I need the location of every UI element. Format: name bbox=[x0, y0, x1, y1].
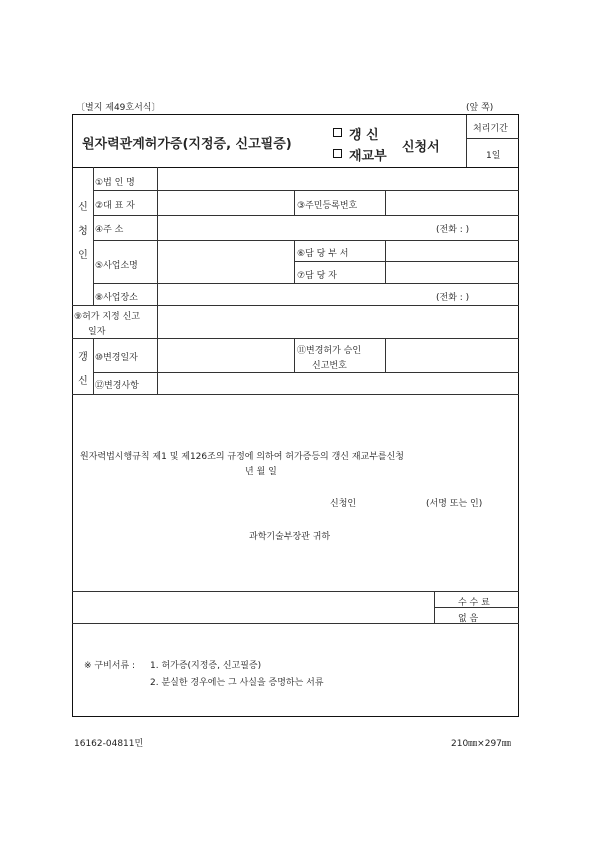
form-title-suffix: 신청서 bbox=[402, 140, 440, 155]
fee-value: 없 음 bbox=[458, 614, 479, 624]
resident-number-label: ③주민등록번호 bbox=[297, 201, 358, 211]
business-name-field[interactable] bbox=[158, 241, 293, 283]
page-side-label: (앞 쪽) bbox=[466, 103, 494, 113]
person-in-charge-field[interactable] bbox=[386, 262, 518, 283]
address-field[interactable] bbox=[158, 216, 428, 240]
paper-size: 210㎜×297㎜ bbox=[451, 739, 511, 749]
processing-period-label: 처리기간 bbox=[473, 124, 508, 134]
corp-name-label: ①법 인 명 bbox=[95, 178, 135, 188]
renewal-section-label: 갱 신 bbox=[78, 352, 88, 387]
declaration-date: 년 월 일 bbox=[245, 467, 277, 477]
fee-label: 수 수 료 bbox=[458, 598, 490, 608]
applicant-section-label: 신 청 인 bbox=[78, 202, 88, 261]
signature-or-seal-label: (서명 또는 인) bbox=[426, 499, 483, 509]
title-divider bbox=[466, 115, 467, 167]
form-number: 〔별지 제49호서식〕 bbox=[76, 103, 161, 113]
addressee: 과학기술부장관 귀하 bbox=[249, 532, 331, 542]
department-label: ⑥담 당 부 서 bbox=[297, 249, 349, 259]
form-title: 원자력관계허가증(지정증, 신고필증) bbox=[82, 137, 292, 152]
resident-number-field[interactable] bbox=[386, 191, 518, 215]
attachment-item-1: 1. 허가증(지정증, 신고필증) bbox=[150, 661, 262, 671]
person-in-charge-label: ⑦담 당 자 bbox=[297, 271, 337, 281]
permit-date-label-line2: 일자 bbox=[88, 327, 106, 337]
renewal-option-label: 갱 신 bbox=[349, 128, 379, 143]
applicant-label-divider bbox=[93, 167, 94, 305]
declaration-statement: 원자력법시행규칙 제1 및 제126조의 규정에 의하여 허가증등의 갱신 재교부를신청 bbox=[80, 452, 405, 462]
permit-date-field[interactable] bbox=[158, 306, 518, 338]
address-phone-label: (전화 : ) bbox=[436, 225, 470, 235]
change-number-field[interactable] bbox=[386, 339, 518, 371]
change-number-label-line2: 신고번호 bbox=[312, 361, 347, 371]
renewal-checkbox[interactable] bbox=[333, 128, 342, 137]
corp-name-field[interactable] bbox=[158, 168, 518, 189]
reissue-option-label: 재교부 bbox=[349, 149, 387, 164]
representative-label: ②대 표 자 bbox=[95, 201, 135, 211]
business-name-label: ⑤사업소명 bbox=[95, 261, 138, 271]
processing-divider bbox=[466, 138, 519, 139]
change-items-field[interactable] bbox=[158, 373, 518, 394]
applicant-signature-label: 신청인 bbox=[330, 499, 357, 509]
change-date-label: ⑩변경일자 bbox=[95, 353, 138, 363]
business-place-field[interactable] bbox=[158, 284, 428, 305]
business-place-phone-label: (전화 : ) bbox=[436, 293, 470, 303]
attachment-item-2: 2. 분실한 경우에는 그 사실을 증명하는 서류 bbox=[150, 678, 324, 688]
permit-date-label-line1: ⑨허가 지정 신고 bbox=[74, 312, 140, 322]
department-field[interactable] bbox=[386, 241, 518, 261]
representative-field[interactable] bbox=[158, 191, 293, 215]
change-items-label: ⑫변경사항 bbox=[95, 381, 139, 391]
reissue-checkbox[interactable] bbox=[333, 149, 342, 158]
change-number-label-line1: ⑪변경허가 승인 bbox=[297, 346, 362, 356]
attachments-heading: ※ 구비서류 : bbox=[84, 661, 136, 671]
form-code: 16162-04811민 bbox=[74, 739, 144, 749]
business-place-label: ⑧사업장소 bbox=[95, 293, 138, 303]
processing-period-value: 1일 bbox=[486, 151, 501, 161]
address-label: ④주 소 bbox=[95, 225, 124, 235]
change-date-field[interactable] bbox=[158, 339, 293, 371]
